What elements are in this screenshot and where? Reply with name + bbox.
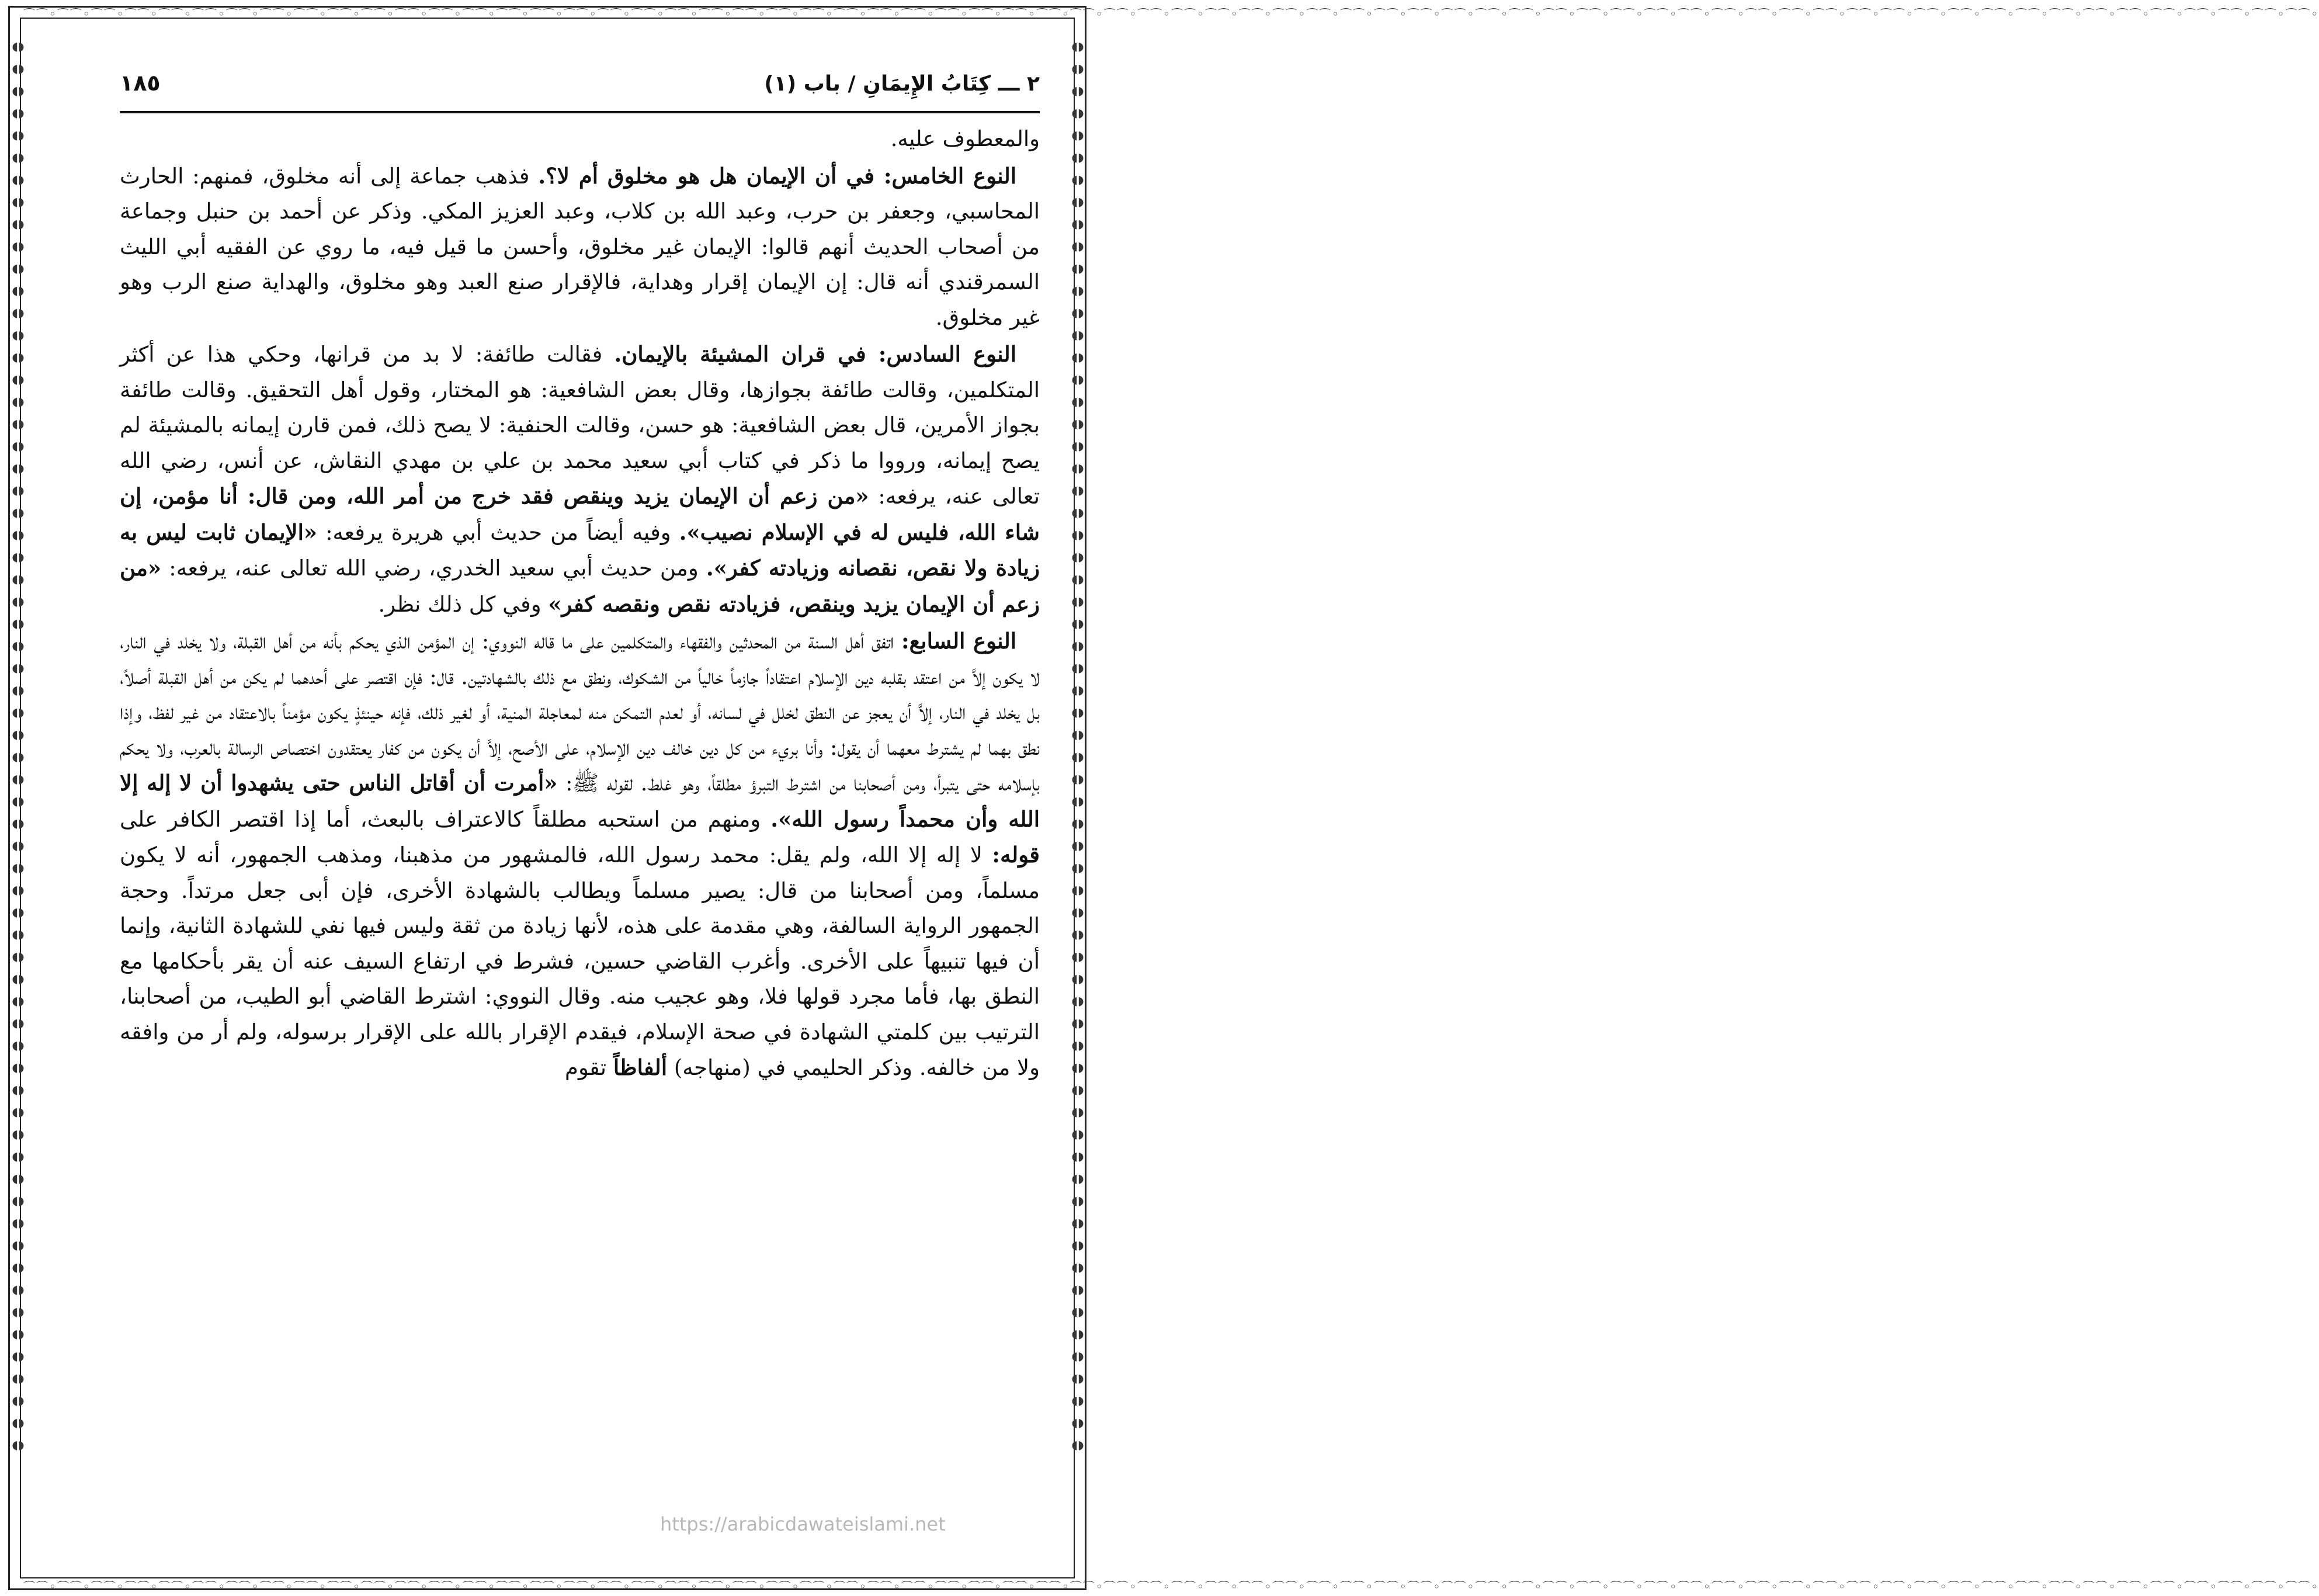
- section-type-7: [120, 623, 1040, 1086]
- top-ornament-border: ⌒⌒◦⌒⌒◦⌒⌒◦⌒⌒◦⌒⌒◦⌒⌒◦⌒⌒◦⌒⌒◦⌒⌒◦⌒⌒◦⌒⌒◦⌒⌒◦⌒⌒◦⌒⌒◦⌒⌒◦⌒⌒◦⌒⌒◦⌒⌒◦⌒⌒◦⌒⌒◦⌒⌒◦⌒⌒◦⌒⌒◦⌒⌒◦⌒⌒◦⌒⌒◦⌒⌒◦⌒⌒◦⌒⌒◦⌒⌒◦⌒⌒◦⌒⌒◦⌒⌒◦⌒⌒◦⌒⌒◦⌒⌒◦⌒⌒◦⌒⌒◦⌒⌒◦⌒⌒◦⌒⌒◦⌒⌒◦⌒⌒◦⌒⌒◦⌒⌒◦⌒⌒◦⌒⌒◦⌒⌒◦⌒⌒◦⌒⌒◦⌒⌒◦⌒⌒◦⌒⌒◦⌒⌒◦⌒⌒◦⌒⌒◦⌒⌒◦⌒⌒◦⌒⌒◦⌒⌒◦⌒⌒◦⌒⌒◦⌒⌒◦⌒⌒◦⌒⌒◦⌒⌒◦⌒⌒◦⌒⌒◦: [23, 7, 2319, 21]
- section-text: وفي كل ذلك نظر.: [378, 591, 548, 617]
- section-text: ومن حديث أبي سعيد الخدري، رضي الله تعالى عنه، يرفعه:: [161, 556, 706, 581]
- section-heading: النوع السابع:: [901, 628, 1017, 654]
- intro-line: والمعطوف عليه.: [890, 126, 1040, 151]
- hadith-quote: «الإيمان ثابت ليس به زيادة ولا نقص، نقصانه وزيادته كفر».: [120, 519, 1040, 581]
- keyword: ألفاظاً: [613, 1054, 668, 1080]
- page-body: [120, 122, 1040, 1086]
- bottom-ornament-border: ⌒⌒◦⌒⌒◦⌒⌒◦⌒⌒◦⌒⌒◦⌒⌒◦⌒⌒◦⌒⌒◦⌒⌒◦⌒⌒◦⌒⌒◦⌒⌒◦⌒⌒◦⌒⌒◦⌒⌒◦⌒⌒◦⌒⌒◦⌒⌒◦⌒⌒◦⌒⌒◦⌒⌒◦⌒⌒◦⌒⌒◦⌒⌒◦⌒⌒◦⌒⌒◦⌒⌒◦⌒⌒◦⌒⌒◦⌒⌒◦⌒⌒◦⌒⌒◦⌒⌒◦⌒⌒◦⌒⌒◦⌒⌒◦⌒⌒◦⌒⌒◦⌒⌒◦⌒⌒◦⌒⌒◦⌒⌒◦⌒⌒◦⌒⌒◦⌒⌒◦⌒⌒◦⌒⌒◦⌒⌒◦⌒⌒◦⌒⌒◦⌒⌒◦⌒⌒◦⌒⌒◦⌒⌒◦⌒⌒◦⌒⌒◦⌒⌒◦⌒⌒◦⌒⌒◦⌒⌒◦⌒⌒◦⌒⌒◦⌒⌒◦⌒⌒◦⌒⌒◦⌒⌒◦⌒⌒◦⌒⌒◦: [23, 1580, 2319, 1594]
- right-ornament-border: ◖◗◖◗◖◗◖◗◖◗◖◗◖◗◖◗◖◗◖◗◖◗◖◗◖◗◖◗◖◗◖◗◖◗◖◗◖◗◖◗◖◗◖◗◖◗◖◗◖◗◖◗◖◗◖◗◖◗◖◗◖◗◖◗◖◗◖◗◖◗◖◗◖◗◖◗◖◗◖◗◖◗◖◗◖◗◖◗◖◗◖◗◖◗◖◗◖◗◖◗◖◗◖◗◖◗◖◗◖◗◖◗◖◗◖◗◖◗◖◗◖◗◖◗◖◗◖◗: [1071, 39, 1084, 1452]
- section-text: تقوم: [565, 1055, 613, 1080]
- page-number: ١٨٥: [120, 70, 161, 96]
- section-text: لا إله إلا الله، ولم يقل: محمد رسول الله، فالمشهور من مذهبنا، ومذهب الجمهور، أنه لا يكون مسلماً، ومن أصحابنا من قال: يصير مسلماً ويطالب بالشهادة الأخرى، فإن أبى جعل مرتداً. وحجة الجمهور الرواية السالفة، وهي مقدمة على هذه، لأنها زيادة من ثقة وليس فيها نفي للشهادة الثانية، وإنما أن فيها تنبيهاً على الأخرى. وأغرب القاضي حسين، فشرط في ارتفاع السيف عنه أن يقر بأحكامها مع النطق بها، فأما مجرد قولها فلا، وهو عجيب منه. وقال النووي: اشترط القاضي أبو الطيب، من أصحابنا، الترتيب بين كلمتي الشهادة في صحة الإسلام، فيقدم الإقرار بالله على الإقرار برسوله، ولم أر من وافقه ولا من خالفه. وذكر الحليمي في (منهاجه): [120, 842, 1040, 1080]
- section-text: اتفق أهل السنة من المحدثين والفقهاء والمتكلمين على ما قاله النووي: إن المؤمن الذي يحكم بأنه من أهل القبلة، ولا يخلد في النار، لا يكون إلاَّ من اعتقد بقلبه دين الإسلام اعتقاداً جازماً خالياً من الشكوك، ونطق مع ذلك بالشهادتين. قال: فإن اقتصر على أحدهما لم يكن من أهل القبلة أصلاً، بل يخلد في النار، إلاَّ أن يعجز عن النطق لخلل في لسانه، أو لعدم التمكن منه لمعاجلة المنية، أو لغير ذلك، فإنه حينئذٍ يكون مؤمناً بالاعتقاد من غير لفظ، وإذا نطق بهما لم يشترط معهما أن يقول: وأنا بريء من كل دين خالف دين الإسلام، على الأصح، إلاَّ أن يكون من كفار يعتقدون اختصاص الرسالة بالعرب، ولا يحكم بإسلامه حتى يتبرأ، ومن أصحابنا من اشترط التبرؤ مطلقاً، وهو غلط. لقوله ﷺ:: [120, 629, 1040, 796]
- website-watermark: https://arabicdawateislami.net: [660, 1513, 946, 1535]
- section-type-6: [120, 336, 1040, 622]
- hadith-quote: «من زعم أن الإيمان يزيد وينقص فقد خرج من أمر الله، ومن قال: أنا مؤمن، إن شاء الله، فليس له في الإسلام نصيب».: [120, 483, 1040, 545]
- section-heading: النوع السادس: في قران المشيئة بالإيمان.: [614, 341, 1016, 367]
- section-text: ومنهم من استحبه مطلقاً كالاعتراف بالبعث، أما إذا اقتصر الكافر على: [120, 806, 771, 832]
- running-head: [120, 70, 1040, 113]
- left-ornament-border: ◖◗◖◗◖◗◖◗◖◗◖◗◖◗◖◗◖◗◖◗◖◗◖◗◖◗◖◗◖◗◖◗◖◗◖◗◖◗◖◗◖◗◖◗◖◗◖◗◖◗◖◗◖◗◖◗◖◗◖◗◖◗◖◗◖◗◖◗◖◗◖◗◖◗◖◗◖◗◖◗◖◗◖◗◖◗◖◗◖◗◖◗◖◗◖◗◖◗◖◗◖◗◖◗◖◗◖◗◖◗◖◗◖◗◖◗◖◗◖◗◖◗◖◗◖◗◖◗: [12, 39, 25, 1452]
- book-page: [120, 70, 1040, 1087]
- chapter-title: ٢ ـــ كِتَابُ الإِيمَانِ / باب (١): [764, 72, 1040, 96]
- section-type-5: [120, 158, 1040, 336]
- hadith-quote: «من زعم أن الإيمان يزيد وينقص، فزيادته نقص ونقصه كفر»: [120, 555, 1040, 617]
- hadith-quote: «أمرت أن أقاتل الناس حتى يشهدوا أن لا إله إلا الله وأن محمداً رسول الله».: [120, 770, 1040, 832]
- section-text: فذهب جماعة إلى أنه مخلوق، فمنهم: الحارث المحاسبي، وجعفر بن حرب، وعبد الله بن كلاب، وعبد العزيز المكي. وذكر عن أحمد بن حنبل وجماعة من أصحاب الحديث أنهم قالوا: الإيمان غير مخلوق، وأحسن ما قيل فيه، ما روي عن الفقيه أبي الليث السمرقندي أنه قال: إن الإيمان إقرار وهداية، فالإقرار صنع العبد وهو مخلوق، والهداية صنع الرب وهو غير مخلوق.: [120, 163, 1040, 330]
- section-text: فقالت طائفة: لا بد من قرانها، وحكي هذا عن أكثر المتكلمين، وقالت طائفة بجوازها، وقال بعض الشافعية: هو المختار، وقول أهل التحقيق. وقالت طائفة بجواز الأمرين، قال بعض الشافعية: هو حسن، وقالت الحنفية: لا يصح ذلك، فمن قارن إيمانه بالمشيئة لم يصح إيمانه، ورووا ما ذكر في كتاب أبي سعيد محمد بن علي بن مهدي النقاش، عن أنس، رضي الله تعالى عنه، يرفعه:: [120, 342, 1040, 509]
- section-heading: النوع الخامس: في أن الإيمان هل هو مخلوق أم لا؟.: [538, 162, 1016, 189]
- section-text: وفيه أيضاً من حديث أبي هريرة يرفعه:: [317, 519, 679, 545]
- keyword: قوله:: [992, 842, 1040, 868]
